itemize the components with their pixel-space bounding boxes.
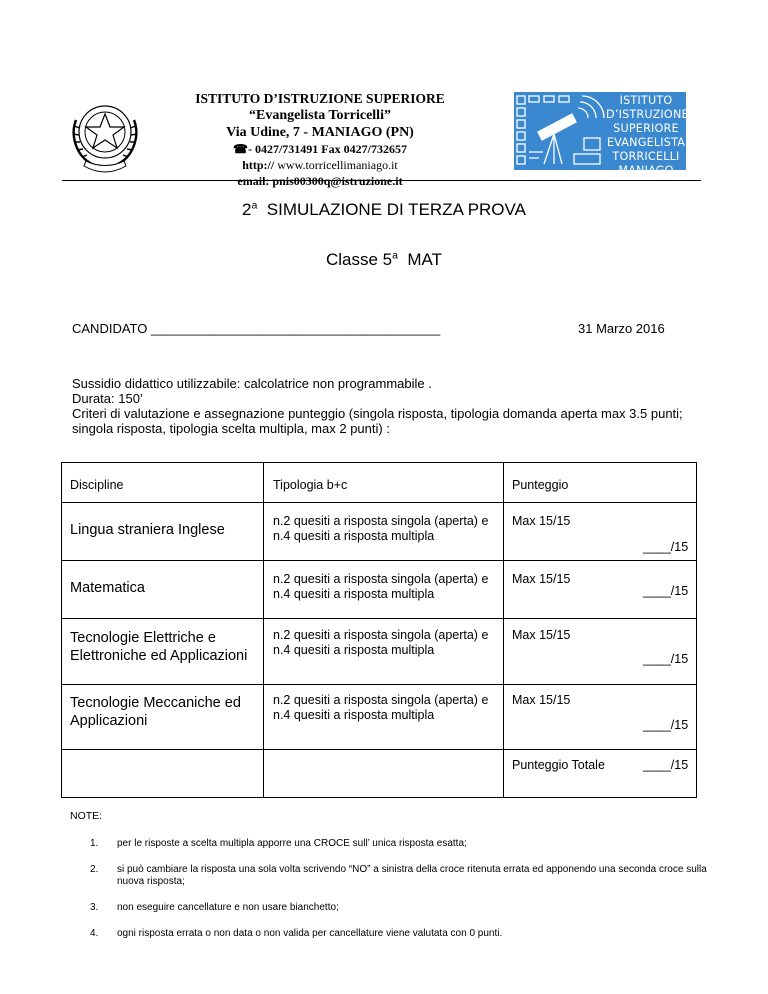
school-email[interactable]: email: pnis00300q@istruzione.it xyxy=(237,174,403,188)
candidate-field[interactable]: CANDIDATO ________________________________________ xyxy=(72,321,441,336)
header-discipline: Discipline xyxy=(70,478,124,492)
telescope-icon xyxy=(514,92,606,170)
discipline-cell: Tecnologie Meccaniche ed Applicazioni xyxy=(70,695,241,729)
typology-cell: n.2 quesiti a risposta singola (aperta) e n.4 quesiti a risposta multipla xyxy=(273,628,489,657)
school-name: “Evangelista Torricelli” xyxy=(249,108,391,123)
max-score-cell: Max 15/15 xyxy=(512,572,571,586)
info-duration: Durata: 150’ xyxy=(72,391,143,406)
school-phone: ☎- 0427/731491 Fax 0427/732657 xyxy=(233,142,407,156)
note-text: per le risposte a scelta multipla apporre una CROCE sull’ unica risposta esatta; xyxy=(117,838,467,849)
max-score-cell: Max 15/15 xyxy=(512,693,571,707)
discipline-cell: Tecnologie Elettriche e Elettroniche ed Applicazioni xyxy=(70,630,248,664)
header-score: Punteggio xyxy=(512,478,569,492)
max-score-cell: Max 15/15 xyxy=(512,628,571,642)
score-blank[interactable]: ____/15 xyxy=(643,718,689,732)
score-table xyxy=(61,462,697,798)
school-address: Via Udine, 7 - MANIAGO (PN) xyxy=(226,125,414,140)
info-criteria: Criteri di valutazione e assegnazione punteggio (singola risposta, tipologia domanda aperta max 3.5 punti; singola risposta, tipologia scelta multipla, max 2 punti) : xyxy=(72,406,683,436)
info-tools: Sussidio didattico utilizzabile: calcolatrice non programmabile . xyxy=(72,376,432,391)
total-label: Punteggio Totale xyxy=(512,758,605,772)
republic-emblem xyxy=(62,90,148,176)
total-score-blank[interactable]: ____/15 xyxy=(643,758,689,772)
logo-text: ISTITUTO D’ISTRUZIONE SUPERIORE EVANGELISTA TORRICELLI - MANIAGO - xyxy=(606,94,689,177)
school-logo xyxy=(514,92,689,177)
notes-label: NOTE: xyxy=(70,810,103,822)
page-title: 2$^a$ SIMULAZIONE DI TERZA PROVA xyxy=(242,199,526,219)
score-blank[interactable]: ____/15 xyxy=(643,584,689,598)
typology-cell: n.2 quesiti a risposta singola (aperta) e n.4 quesiti a risposta multipla xyxy=(273,514,489,543)
score-blank[interactable]: ____/15 xyxy=(643,540,689,554)
typology-cell: n.2 quesiti a risposta singola (aperta) e n.4 quesiti a risposta multipla xyxy=(273,693,489,722)
note-number: 4. xyxy=(90,928,99,939)
typology-cell: n.2 quesiti a risposta singola (aperta) e n.4 quesiti a risposta multipla xyxy=(273,572,489,601)
note-text: non eseguire cancellature e non usare bianchetto; xyxy=(117,902,339,913)
discipline-cell: Lingua straniera Inglese xyxy=(70,522,225,538)
header-typology: Tipologia b+c xyxy=(273,478,348,492)
school-type: ISTITUTO D’ISTRUZIONE SUPERIORE xyxy=(195,91,445,106)
score-blank[interactable]: ____/15 xyxy=(643,652,689,666)
note-number: 3. xyxy=(90,902,99,913)
header-divider xyxy=(62,180,701,181)
class-label: Classe 5$^a$ MAT xyxy=(325,249,443,269)
note-text: ogni risposta errata o non data o non valida per cancellature viene valutata con 0 punti. xyxy=(117,928,503,939)
exam-info xyxy=(72,376,712,436)
school-website[interactable]: http:// www.torricellimaniago.it xyxy=(242,158,398,172)
max-score-cell: Max 15/15 xyxy=(512,514,571,528)
note-text: si può cambiare la risposta una sola volta scrivendo “NO” a sinistra della croce ritenuta errata ed apponendo una seconda croce sulla nuova risposta; xyxy=(117,864,707,887)
exam-date: 31 Marzo 2016 xyxy=(578,321,665,336)
note-number: 2. xyxy=(90,864,99,875)
discipline-cell: Matematica xyxy=(70,580,145,596)
school-header xyxy=(170,90,470,189)
note-number: 1. xyxy=(90,838,99,849)
telephone-icon: ☎ xyxy=(233,142,248,156)
